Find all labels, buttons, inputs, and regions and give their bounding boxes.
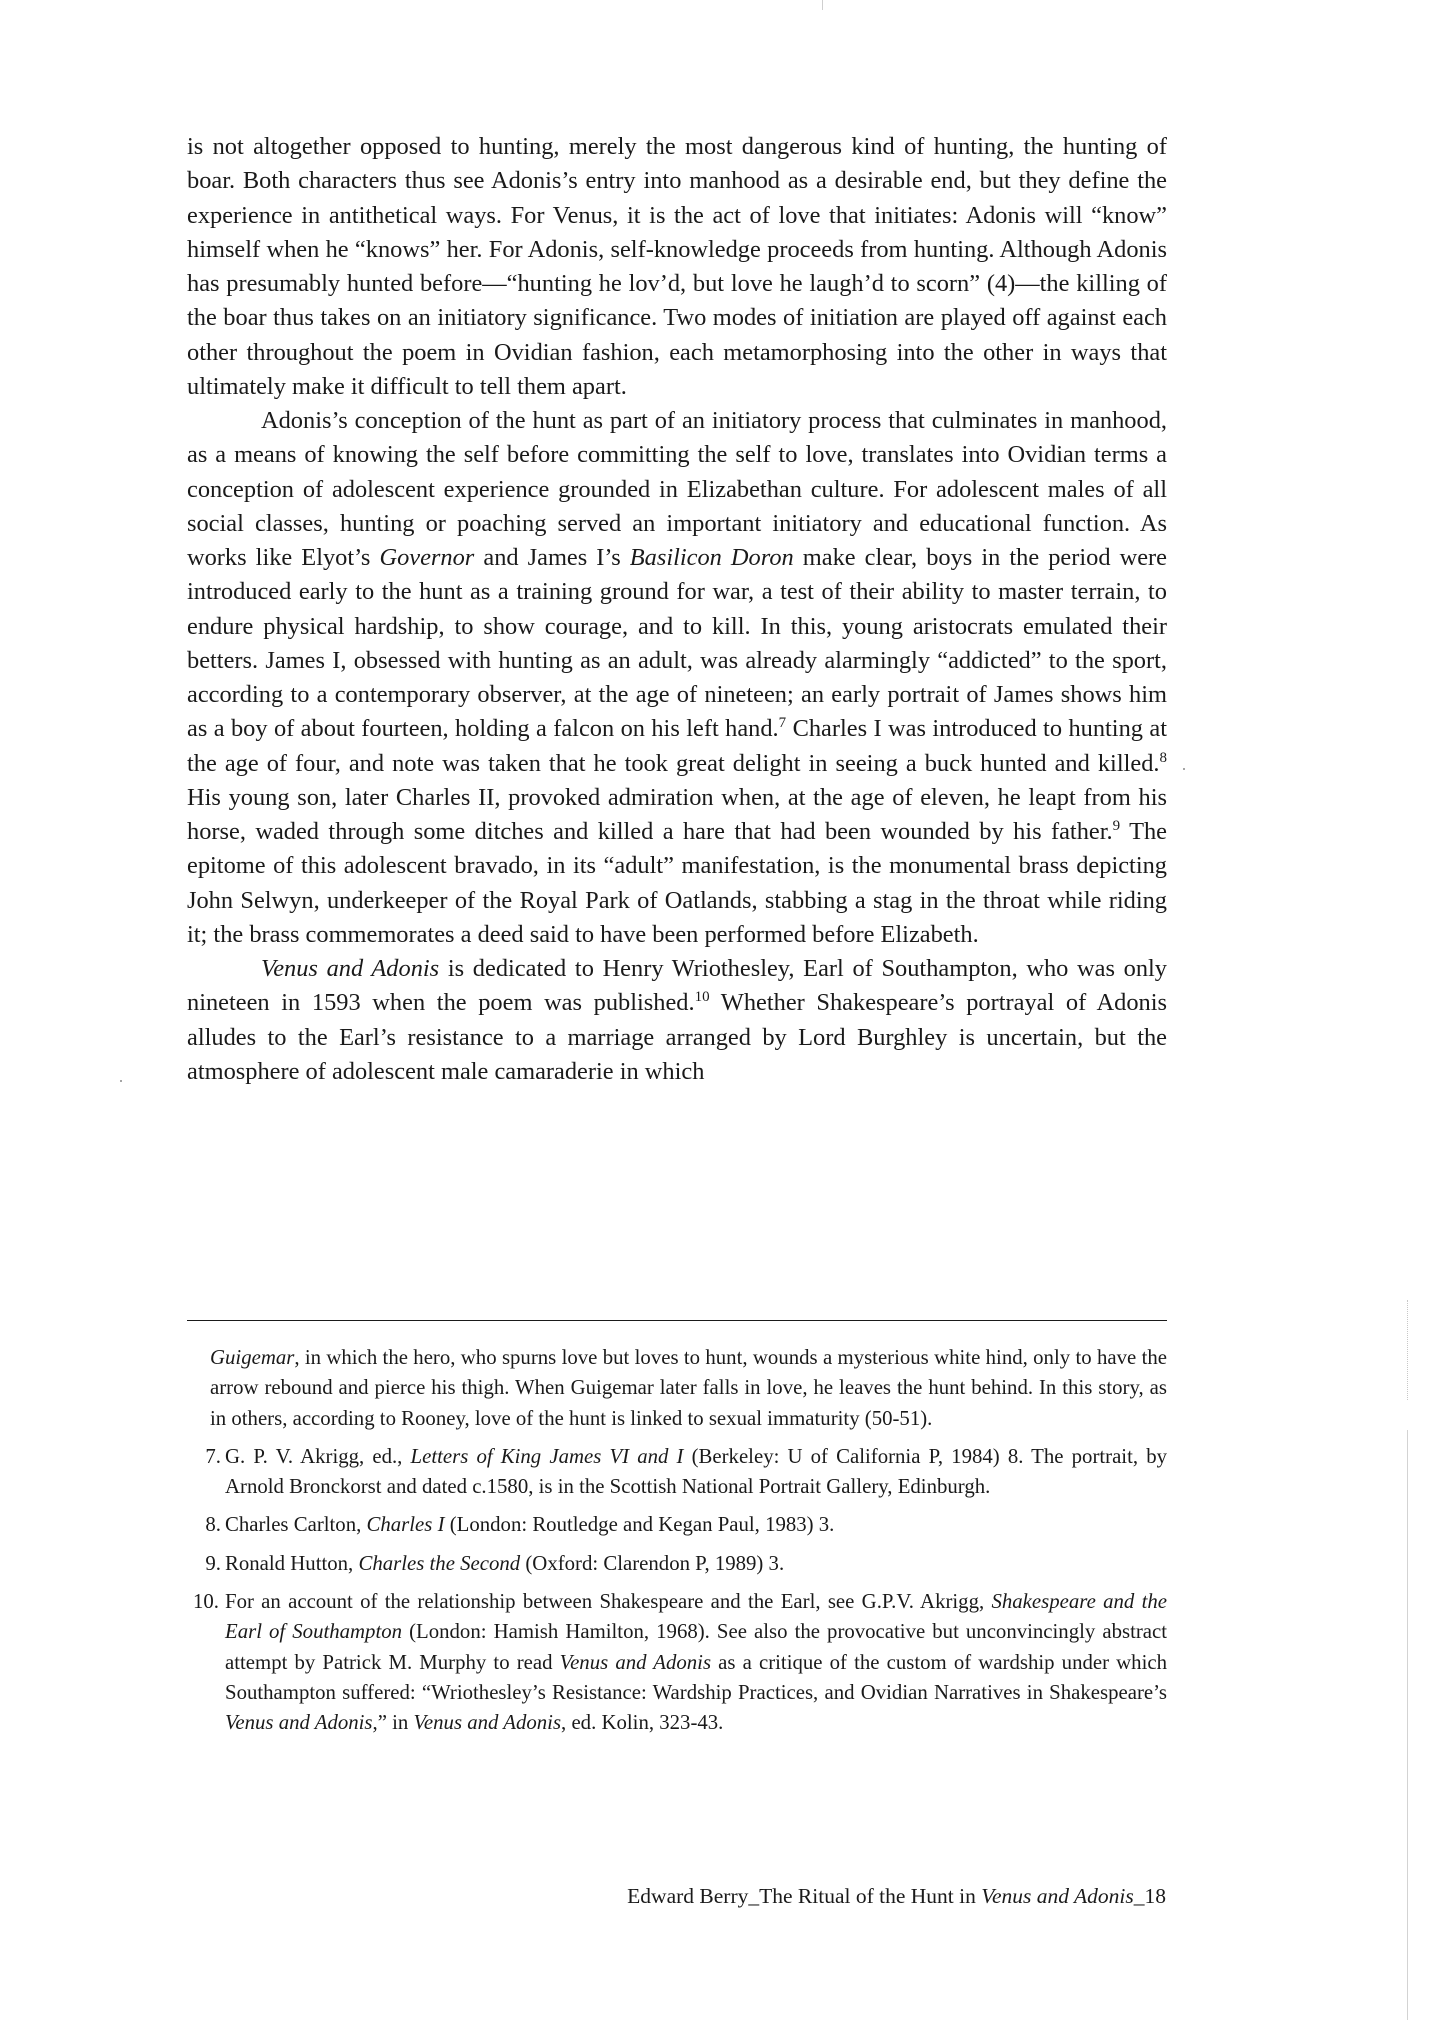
italic-title: Shakespeare and the Earl of Southampton bbox=[225, 1590, 1167, 1644]
footnote-ref[interactable]: 9 bbox=[1112, 818, 1121, 834]
text-run: (Berkeley: U of California P, 1984) 8. The portrait, by Arnold Bronckorst and dated c.1580, is in the Scottish National Portrait Gallery, Edinburgh. bbox=[225, 1444, 1167, 1499]
footer-text: Edward Berry_The Ritual of the Hunt in bbox=[627, 1884, 982, 1908]
footnote-7 bbox=[187, 1442, 1167, 1503]
italic-title: Venus and Adonis bbox=[225, 1711, 373, 1735]
text-run: Charles I was introduced to hunting at the age of four, and note was taken that he took great delight in seeing a buck hunted and killed. bbox=[187, 715, 1167, 777]
text-run: , in which the hero, who spurns love but loves to hunt, wounds a mysterious white hind, only to have the arrow rebound and pierce his thigh. When Guigemar later falls in love, he leaves the hunt behind. In this story, as in others, according to Rooney, love of the hunt is linked to sexual immaturity (50-51). bbox=[210, 1346, 1167, 1430]
text-run: (London: Routledge and Kegan Paul, 1983) 3. bbox=[444, 1513, 835, 1537]
running-footer bbox=[0, 1882, 1166, 1910]
paragraph bbox=[187, 952, 1167, 1089]
text-run: is not altogether opposed to hunting, merely the most dangerous kind of hunting, the hunting of boar. Both characters thus see Adonis’s entry into manhood as a desirable end, but they define the experience in antithetical ways. For Venus, it is the act of love that initiates: Adonis will “know” himself when he “knows” her. For Adonis, self-knowledge proceeds from hunting. Although Adonis has presumably hunted before—“hunting he lov’d, but love he laugh’d to scorn” (4)—the killing of the boar thus takes on an initiatory significance. Two modes of initiation are played off against each other throughout the poem in Ovidian fashion, each metamorphosing into the other in ways that ultimately make it difficult to tell them apart. bbox=[187, 133, 1167, 400]
footnote-number: 8. bbox=[205, 1513, 221, 1537]
text-run: Ronald Hutton, bbox=[225, 1551, 359, 1575]
paragraph bbox=[187, 404, 1167, 952]
text-run: For an account of the relationship between Shakespeare and the Earl, see G.P.V. Akrigg, bbox=[225, 1590, 992, 1614]
text-run: His young son, later Charles II, provoked admiration when, at the age of eleven, he leapt from his horse, waded through some ditches and killed a hare that had been wounded by his father. bbox=[187, 783, 1167, 845]
footnote-ref[interactable]: 7 bbox=[778, 715, 787, 732]
text-run: (Oxford: Clarendon P, 1989) 3. bbox=[520, 1551, 785, 1575]
text-run: ,” in bbox=[372, 1711, 414, 1735]
text-run: and James I’s bbox=[474, 544, 630, 571]
footnotes bbox=[187, 1343, 1167, 1739]
page-number: _18 bbox=[1133, 1884, 1166, 1908]
italic-title: Venus and Adonis bbox=[559, 1650, 712, 1674]
footnote-ref[interactable]: 8 bbox=[1159, 749, 1167, 766]
italic-title: Charles I bbox=[366, 1513, 445, 1537]
text-run: , ed. Kolin, 323-43. bbox=[561, 1711, 724, 1735]
scan-speck bbox=[120, 1080, 122, 1082]
text-run: G. P. V. Akrigg, ed., bbox=[225, 1444, 411, 1468]
italic-title: Governor bbox=[379, 544, 475, 571]
text-run: as a critique of the custom of wardship under which Southampton suffered: “Wriothesley’s Resistance: Wardship Practices, and Ovidian Narratives in Shakespeare’s bbox=[225, 1650, 1167, 1704]
paragraph bbox=[187, 130, 1167, 404]
italic-title: Guigemar bbox=[210, 1346, 295, 1369]
italic-title: Letters of King James VI and I bbox=[410, 1444, 684, 1468]
italic-title: Venus and Adonis bbox=[413, 1711, 562, 1735]
text-run: The epitome of this adolescent bravado, in its “adult” manifestation, is the monumental brass depicting John Selwyn, underkeeper of the Royal Park of Oatlands, stabbing a stag in the throat while riding it; the brass commemorates a deed said to have been performed before Elizabeth. bbox=[187, 818, 1168, 948]
footnote-number: 9. bbox=[205, 1551, 221, 1575]
footnote-number: 10. bbox=[193, 1590, 219, 1614]
scan-edge-mark bbox=[1407, 1300, 1408, 1400]
text-run: Adonis’s conception of the hunt as part of an initiatory process that culminates in manhood, as a means of knowing the self before committing the self to love, translates into Ovidian terms a conception of adolescent experience grounded in Elizabethan culture. For adolescent males of all social classes, hunting or poaching served an important initiatory and educational function. As works like Elyot’s bbox=[187, 407, 1167, 571]
footnote-8 bbox=[187, 1510, 1167, 1540]
italic-title: Venus and Adonis bbox=[261, 955, 440, 982]
footnote-ref[interactable]: 10 bbox=[694, 989, 710, 1006]
text-run: Whether Shakespeare’s portrayal of Adonis alludes to the Earl’s resistance to a marriage arranged by Lord Burghley is uncertain, but the atmosphere of adolescent male camaraderie in which bbox=[187, 989, 1167, 1085]
scan-mark bbox=[822, 0, 823, 10]
text-run: make clear, boys in the period were introduced early to the hunt as a training ground for war, a test of their ability to master terrain, to endure physical hardship, to show courage, and to kill. In this, young aristocrats emulated their betters. James I, obsessed with hunting as an adult, was already alarmingly “addicted” to the sport, according to a contemporary observer, at the age of nineteen; an early portrait of James shows him as a boy of about fourteen, holding a falcon on his left hand. bbox=[187, 544, 1167, 743]
footnote-9 bbox=[187, 1549, 1167, 1579]
text-run: (London: Hamish Hamilton, 1968). See also the provocative but unconvincingly abstract attempt by Patrick M. Murphy to read bbox=[225, 1620, 1168, 1674]
footnote-number: 7. bbox=[205, 1444, 221, 1468]
italic-title: Basilicon Doron bbox=[629, 544, 794, 571]
text-run: Charles Carlton, bbox=[225, 1513, 367, 1537]
footnote-divider bbox=[187, 1320, 1167, 1321]
footnote-10 bbox=[187, 1587, 1167, 1738]
text-run: is dedicated to Henry Wriothesley, Earl of Southampton, who was only nineteen in 1593 when the poem was published. bbox=[187, 955, 1168, 1017]
italic-title: Charles the Second bbox=[358, 1551, 521, 1575]
scan-edge-mark bbox=[1407, 1430, 1408, 2020]
scan-speck bbox=[1183, 768, 1185, 770]
footnote-continuation bbox=[187, 1343, 1167, 1434]
main-text bbox=[187, 130, 1167, 1089]
italic-title: Venus and Adonis bbox=[981, 1884, 1134, 1908]
